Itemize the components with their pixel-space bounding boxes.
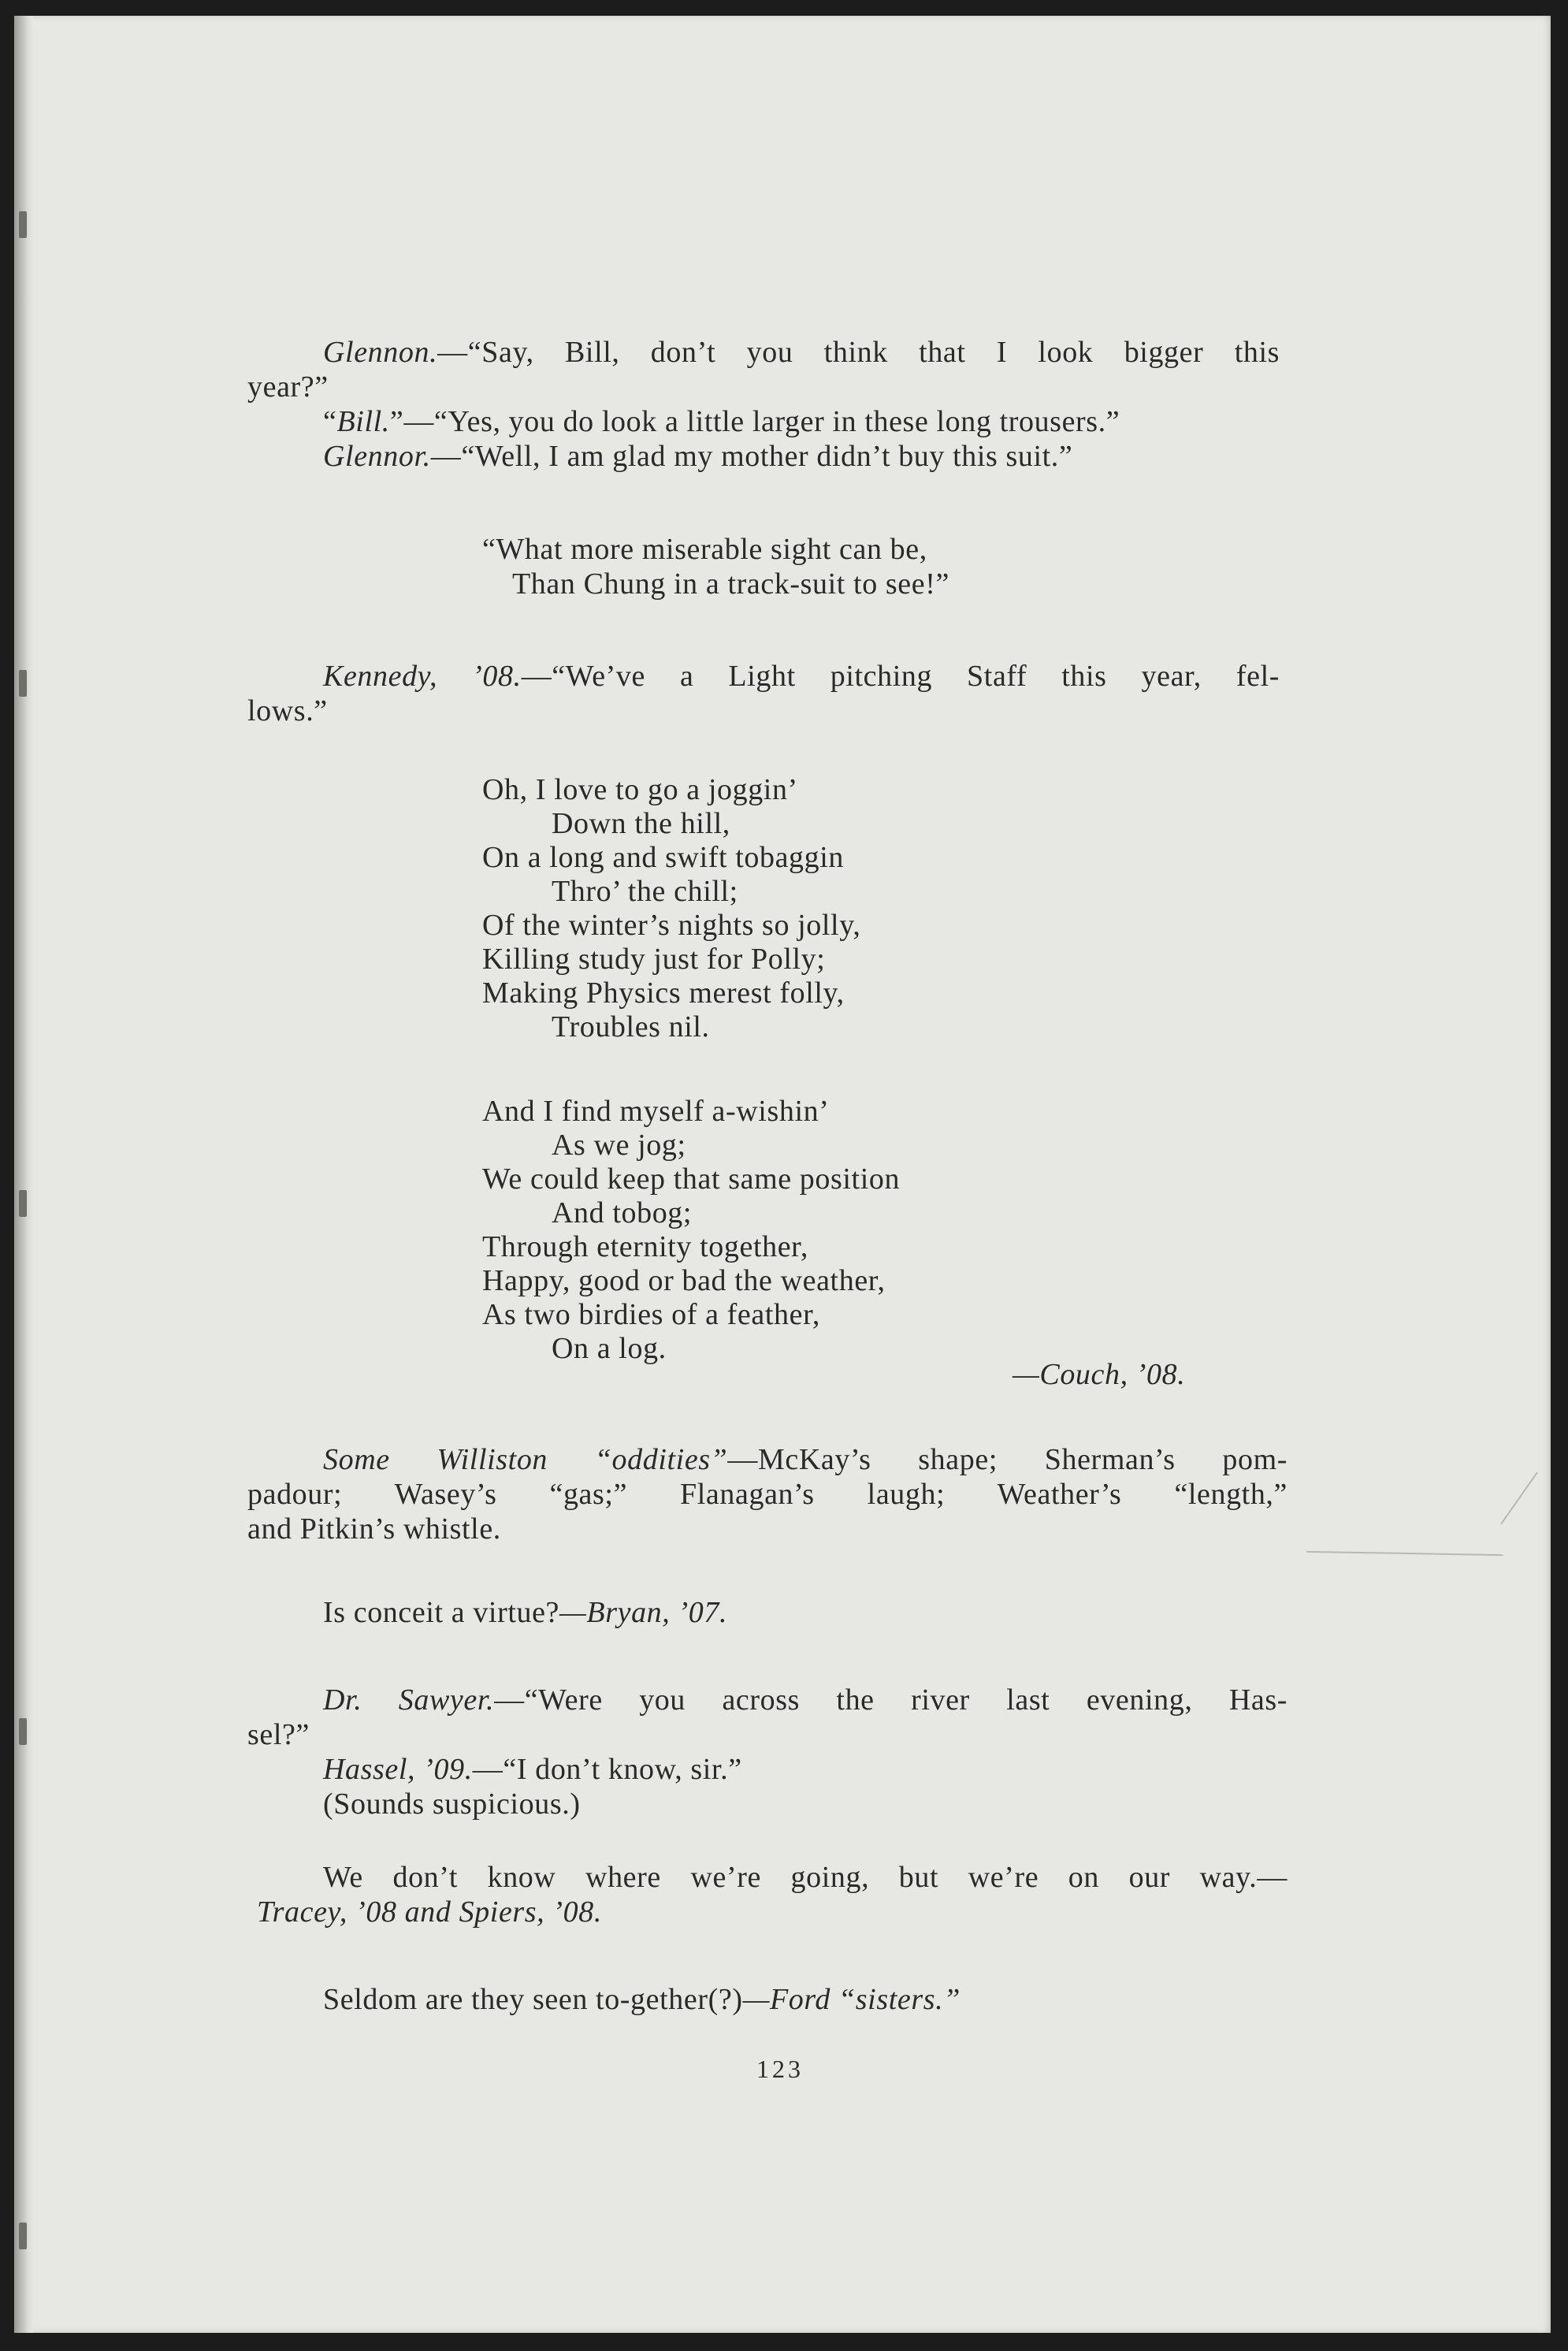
poem-attribution: —Couch, ’08. xyxy=(1013,1358,1186,1391)
verse-line: As two birdies of a feather, xyxy=(482,1298,820,1331)
text-line: Glennon.—“Say, Bill, don’t you think that I look bigger this xyxy=(323,336,1280,369)
binding-thread xyxy=(19,1190,27,1217)
text-line: Dr. Sawyer.—“Were you across the river last evening, Has- xyxy=(323,1683,1287,1717)
verse-line: Troubles nil. xyxy=(552,1010,710,1043)
verse-line: Oh, I love to go a joggin’ xyxy=(482,773,798,806)
text-line: Some Williston “oddities”—McKay’s shape; Sherman’s pom- xyxy=(323,1443,1287,1476)
binding-thread xyxy=(19,670,27,697)
text-line: Glennor.—“Well, I am glad my mother didn’t buy this suit.” xyxy=(323,440,1073,473)
text-line: and Pitkin’s whistle. xyxy=(247,1512,501,1546)
verse-line: Happy, good or bad the weather, xyxy=(482,1264,886,1297)
text-line: padour; Wasey’s “gas;” Flanagan’s laugh; Weather’s “length,” xyxy=(247,1478,1287,1511)
paper-crease xyxy=(1306,1551,1503,1556)
page-number: 123 xyxy=(756,2055,804,2083)
text-line: lows.” xyxy=(247,694,328,727)
text-line: “Bill.”—“Yes, you do look a little larger in these long trousers.” xyxy=(323,405,1120,438)
verse-line: Of the winter’s nights so jolly, xyxy=(482,909,861,942)
text-line: Is conceit a virtue?—Bryan, ’07. xyxy=(323,1596,728,1629)
verse-line: Thro’ the chill; xyxy=(552,875,738,908)
binding-thread xyxy=(19,1718,27,1745)
verse-line: On a long and swift tobaggin xyxy=(482,841,845,874)
binding-thread xyxy=(19,211,27,238)
verse-line: We could keep that same position xyxy=(482,1162,901,1196)
text-line: We don’t know where we’re going, but we’re on our way.— xyxy=(323,1861,1287,1894)
text-line: year?” xyxy=(247,370,329,404)
verse-line: As we jog; xyxy=(552,1129,686,1162)
verse-line: Making Physics merest folly, xyxy=(482,976,845,1010)
verse-line: Killing study just for Polly; xyxy=(482,943,826,976)
verse-line: Through eternity together, xyxy=(482,1230,809,1263)
verse-line: Than Chung in a track-suit to see!” xyxy=(512,567,949,601)
text-line: Hassel, ’09.—“I don’t know, sir.” xyxy=(323,1753,742,1786)
binding-spine xyxy=(14,16,33,2333)
verse-line: “What more miserable sight can be, xyxy=(482,533,927,566)
paper-crease xyxy=(1500,1472,1538,1525)
verse-line: On a log. xyxy=(552,1332,667,1365)
binding-thread xyxy=(19,2223,27,2249)
text-line: Tracey, ’08 and Spiers, ’08. xyxy=(257,1895,602,1929)
verse-line: And tobog; xyxy=(552,1196,693,1229)
text-line: Kennedy, ’08.—“We’ve a Light pitching Staff this year, fel- xyxy=(323,660,1280,693)
text-line: Seldom are they seen to-gether(?)—Ford “sisters.” xyxy=(323,1983,960,2016)
verse-line: Down the hill, xyxy=(552,807,730,840)
verse-line: And I find myself a-wishin’ xyxy=(482,1095,830,1128)
text-line: sel?” xyxy=(247,1718,310,1751)
text-line: (Sounds suspicious.) xyxy=(323,1787,581,1821)
